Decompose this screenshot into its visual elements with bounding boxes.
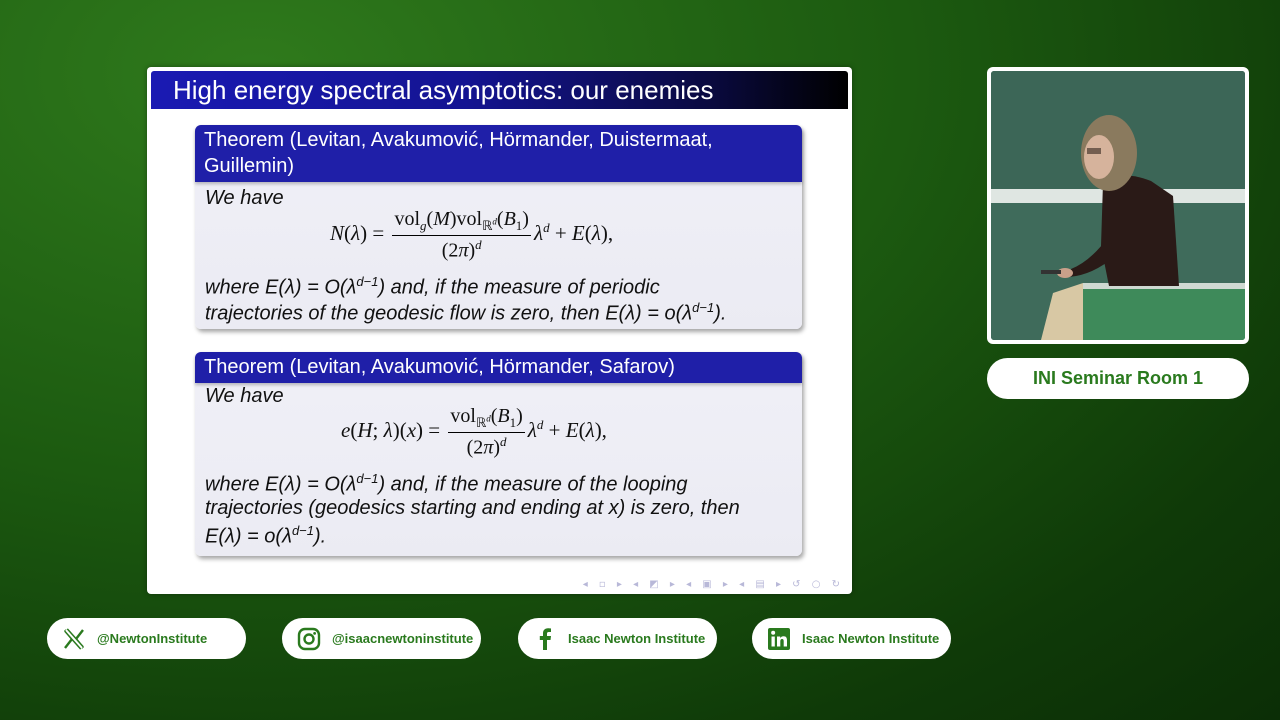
room-label: INI Seminar Room 1: [987, 358, 1249, 399]
social-linkedin-link[interactable]: [752, 618, 951, 659]
speaker-video: [987, 67, 1249, 344]
social-x-link[interactable]: [47, 618, 246, 659]
x-icon: [61, 626, 87, 652]
theorem-2-intro: We have: [205, 385, 284, 407]
theorem-1-formula: N(λ) = $\frac{vol_g(M)vol_{ℝ^d}(B_1)}{(2\pi)^d}$ $\lambda^d + E(\lambda)$,: [330, 208, 614, 262]
facebook-icon: [532, 626, 558, 652]
social-instagram-label: @isaacnewtoninstitute: [332, 631, 474, 646]
theorem-1-intro: We have: [205, 187, 284, 209]
slide-title: High energy spectral asymptotics: our enemies: [151, 71, 848, 109]
social-instagram-link[interactable]: [282, 618, 481, 659]
theorem-2-condition-line-1: where $E(\lambda) = O(\lambda^{d-1})$ and, if the measure of the looping: [205, 471, 688, 496]
speaker-video-frame: [991, 71, 1245, 340]
theorem-1-condition-line-2: trajectories of the geodesic flow is zero, then $E(\lambda) = o(\lambda^{d-1})$.: [205, 300, 727, 325]
instagram-icon: [296, 626, 322, 652]
speaker-scene: [991, 71, 1245, 340]
social-linkedin-label: Isaac Newton Institute: [802, 631, 940, 646]
theorem-1-condition-line-1: where $E(\lambda) = O(\lambda^{d-1})$ and, if the measure of periodic: [205, 274, 660, 299]
social-facebook-link[interactable]: [518, 618, 717, 659]
theorem-2-condition-line-3: $E(\lambda) = o(\lambda^{d-1})$.: [205, 523, 327, 548]
theorem-block-1: [195, 125, 802, 329]
theorem-1-heading: Theorem (Levitan, Avakumović, Hörmander, Duistermaat, Guillemin): [195, 125, 802, 182]
theorem-2-condition-line-2: trajectories (geodesics starting and ending at x) is zero, then: [205, 497, 740, 519]
theorem-2-heading: Theorem (Levitan, Avakumović, Hörmander, Safarov): [195, 352, 802, 383]
presentation-slide: [147, 67, 852, 594]
theorem-block-2: [195, 352, 802, 556]
linkedin-icon: [766, 626, 792, 652]
social-facebook-label: Isaac Newton Institute: [568, 631, 706, 646]
social-x-label: @NewtonInstitute: [97, 631, 208, 646]
theorem-2-formula: e(H; λ)(x) = $\frac{vol_{ℝ^d}(B_1)}{(2\pi)^d}$ $\lambda^d + E(\lambda)$,: [341, 405, 607, 459]
beamer-navigation-icons[interactable]: ◂ ▫ ▸ ◂ ◩ ▸ ◂ ▣ ▸ ◂ ▤ ▸ ↺ ○ ↻: [582, 579, 844, 590]
